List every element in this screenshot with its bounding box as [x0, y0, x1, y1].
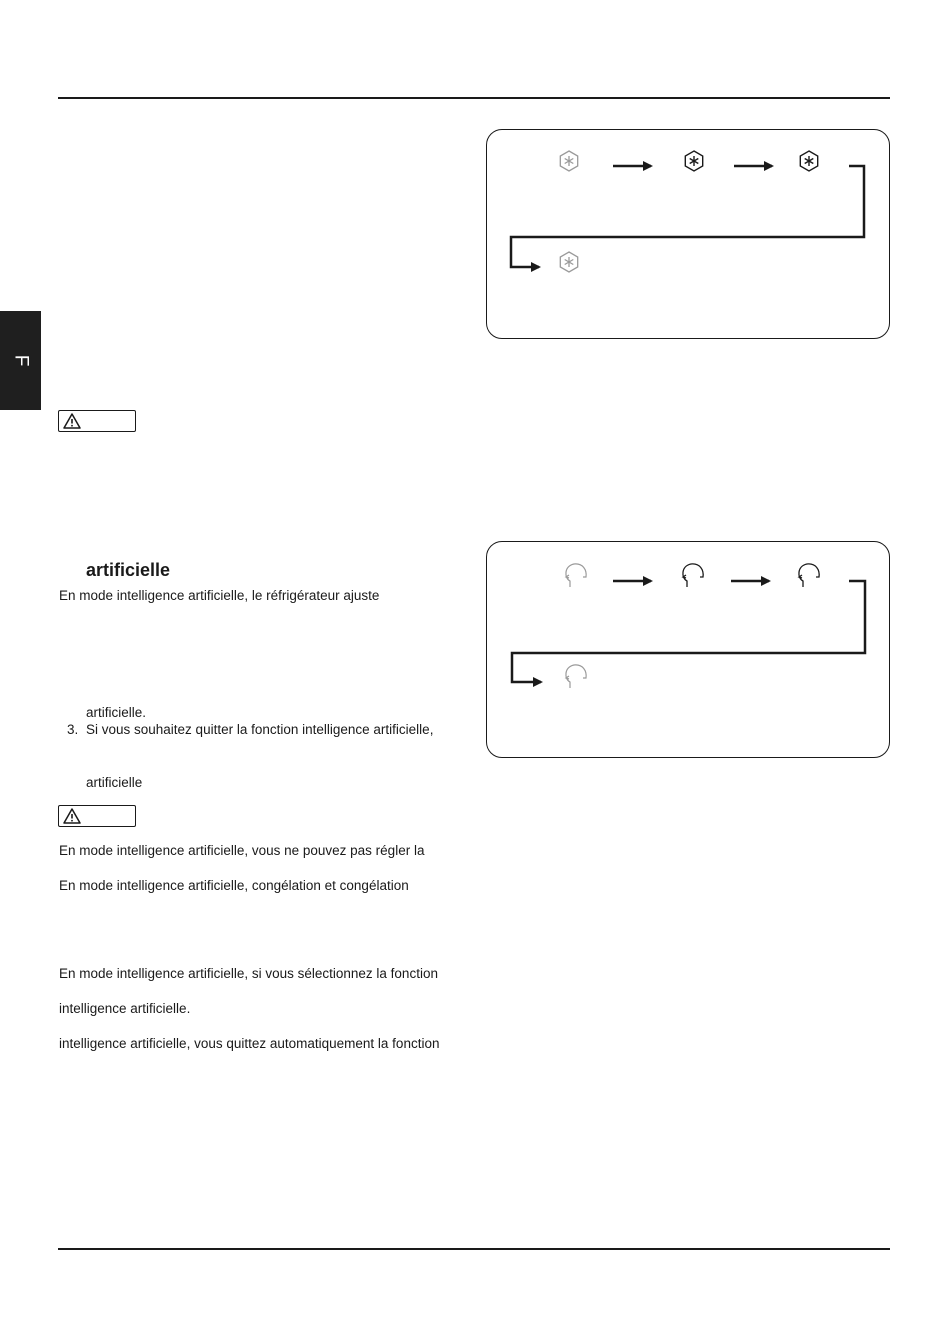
note-text: En mode intelligence artificielle, congélation et congélation [59, 878, 409, 893]
head-profile-icon [566, 564, 586, 587]
warning-label-box [58, 805, 136, 827]
warning-triangle-icon [63, 808, 81, 824]
snowflake-hexagon-icon [685, 151, 702, 171]
snowflake-hexagon-icon [560, 151, 577, 171]
bottom-rule [58, 1248, 890, 1250]
step3-end-text: artificielle [86, 775, 143, 790]
snowflake-hexagon-icon [560, 252, 577, 272]
head-profile-icon [566, 665, 586, 688]
head-profile-icon [683, 564, 703, 587]
language-tab-label: F [9, 354, 31, 367]
section-heading: artificielle [86, 560, 171, 580]
warning-label-box [58, 410, 136, 432]
return-arrow [511, 166, 864, 267]
note-text: intelligence artificielle, vous quittez automatiquement la fonction [59, 1036, 440, 1051]
top-rule [58, 97, 890, 99]
ai-sequence-diagram [486, 541, 890, 758]
warning-triangle-icon [63, 413, 81, 429]
ai-sequence-drawing [487, 542, 891, 759]
return-arrow [512, 581, 865, 682]
step-number: 3. [67, 722, 79, 737]
step3-text: Si vous souhaitez quitter la fonction intelligence artificielle, [86, 722, 434, 737]
note-text: En mode intelligence artificielle, vous ne pouvez pas régler la [59, 843, 425, 858]
head-profile-icon [799, 564, 819, 587]
step2-end-text: artificielle. [86, 705, 147, 720]
freeze-sequence-diagram [486, 129, 890, 339]
freeze-sequence-drawing [487, 130, 891, 340]
language-tab [0, 311, 41, 410]
snowflake-hexagon-icon [800, 151, 817, 171]
intro-text: En mode intelligence artificielle, le réfrigérateur ajuste [59, 588, 380, 603]
note-text: En mode intelligence artificielle, si vous sélectionnez la fonction [59, 966, 438, 981]
note-text: intelligence artificielle. [59, 1001, 191, 1016]
